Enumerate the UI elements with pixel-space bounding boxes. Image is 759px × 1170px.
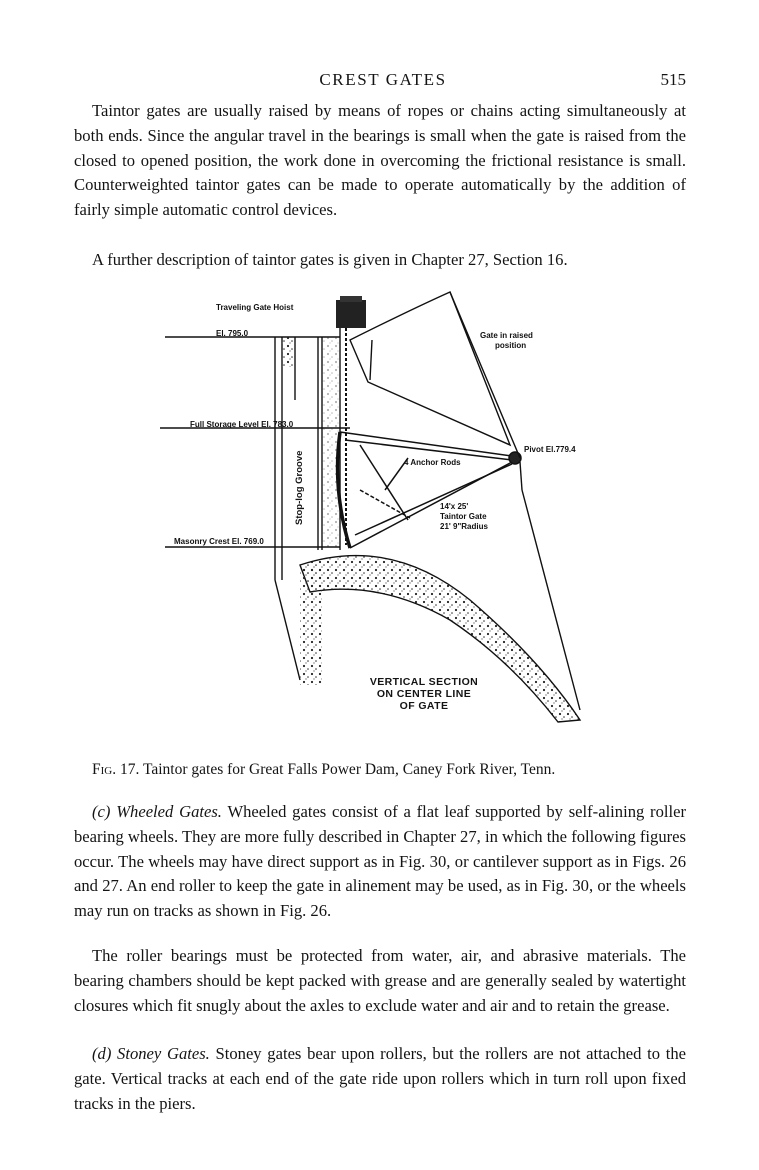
figure-taintor-gate-section (150, 280, 620, 740)
page-header (80, 70, 686, 96)
paragraph-further-description: A further description of taintor gates is given in Chapter 27, Section 16. (92, 250, 568, 269)
label-radius: 21' 9"Radius (440, 522, 488, 531)
paragraph-roller-bearings: The roller bearings must be protected from water, air, and abrasive materials. The bearing chambers should be kept packed with grease and are generally sealed by watertight closures which fit snugly about the axles to exclude water and air and to retain the grease. (74, 946, 686, 1015)
label-gate-raised: Gate in raised (480, 331, 533, 340)
label-el-795: El. 795.0 (216, 329, 249, 338)
running-title: CREST GATES (319, 70, 447, 89)
label-anchor-rods: 4 Anchor Rods (404, 458, 461, 467)
caption-text: Taintor gates for Great Falls Power Dam, Caney Fork River, Tenn. (142, 761, 556, 778)
paragraph-stoney-gates: (d) Stoney Gates. Stoney gates bear upon rollers, but the rollers are not attached to the gate. Vertical tracks at each end of the gate ride upon rollers which in turn roll upon fixed tracks in the piers. (74, 1044, 686, 1113)
raised-gate-outline (350, 292, 510, 445)
taintor-gate-drawing (150, 280, 620, 740)
figure-caption (92, 761, 692, 779)
caption-prefix: Fig. 17. (92, 761, 140, 778)
label-stoplog-groove: Stop-log Groove (294, 450, 305, 525)
label-gate-size: 14'x 25' (440, 502, 469, 511)
label-full-storage: Full Storage Level El. 783.0 (190, 420, 294, 429)
heading-stoney-gates: Stoney Gates. (117, 1044, 210, 1063)
paragraph-taintor-operation: Taintor gates are usually raised by means of ropes or chains acting simultaneously at both ends. Since the angular travel in the bearings is small when the gate is raised from the closed to opened position, the work done in overcoming the frictional resistance is small. Counterweighted taintor gates can be made to operate automatically by the addition of fairly simple automatic control devices. (74, 101, 686, 220)
heading-wheeled-gates: Wheeled Gates. (116, 802, 222, 821)
paragraph-wheeled-gates: (c) Wheeled Gates. Wheeled gates consist of a flat leaf supported by self-alining roller bearing wheels. They are more fully described in Chapter 27, in which the following figures occur. The wheels may have direct support as in Fig. 30, or cantilever support as in Figs. 26 and 27. An end roller to keep the gate in alinement may be used, as in Fig. 30, or the wheels may run on tracks as shown in Fig. 26. (74, 802, 686, 921)
label-taintor-gate: Taintor Gate (440, 512, 487, 521)
label-pivot: Pivot El.779.4 (524, 445, 576, 454)
page-number: 515 (660, 70, 686, 89)
section-marker-d: (d) (92, 1044, 112, 1063)
closed-taintor-gate (338, 432, 521, 548)
label-gate-raised-position: position (495, 341, 527, 350)
label-hoist: Traveling Gate Hoist (216, 303, 294, 312)
section-marker-c: (c) (92, 802, 111, 821)
label-masonry-crest: Masonry Crest El. 769.0 (174, 537, 264, 546)
label-vertical-section: VERTICAL SECTION ON CENTER LINE OF GATE (369, 676, 479, 712)
